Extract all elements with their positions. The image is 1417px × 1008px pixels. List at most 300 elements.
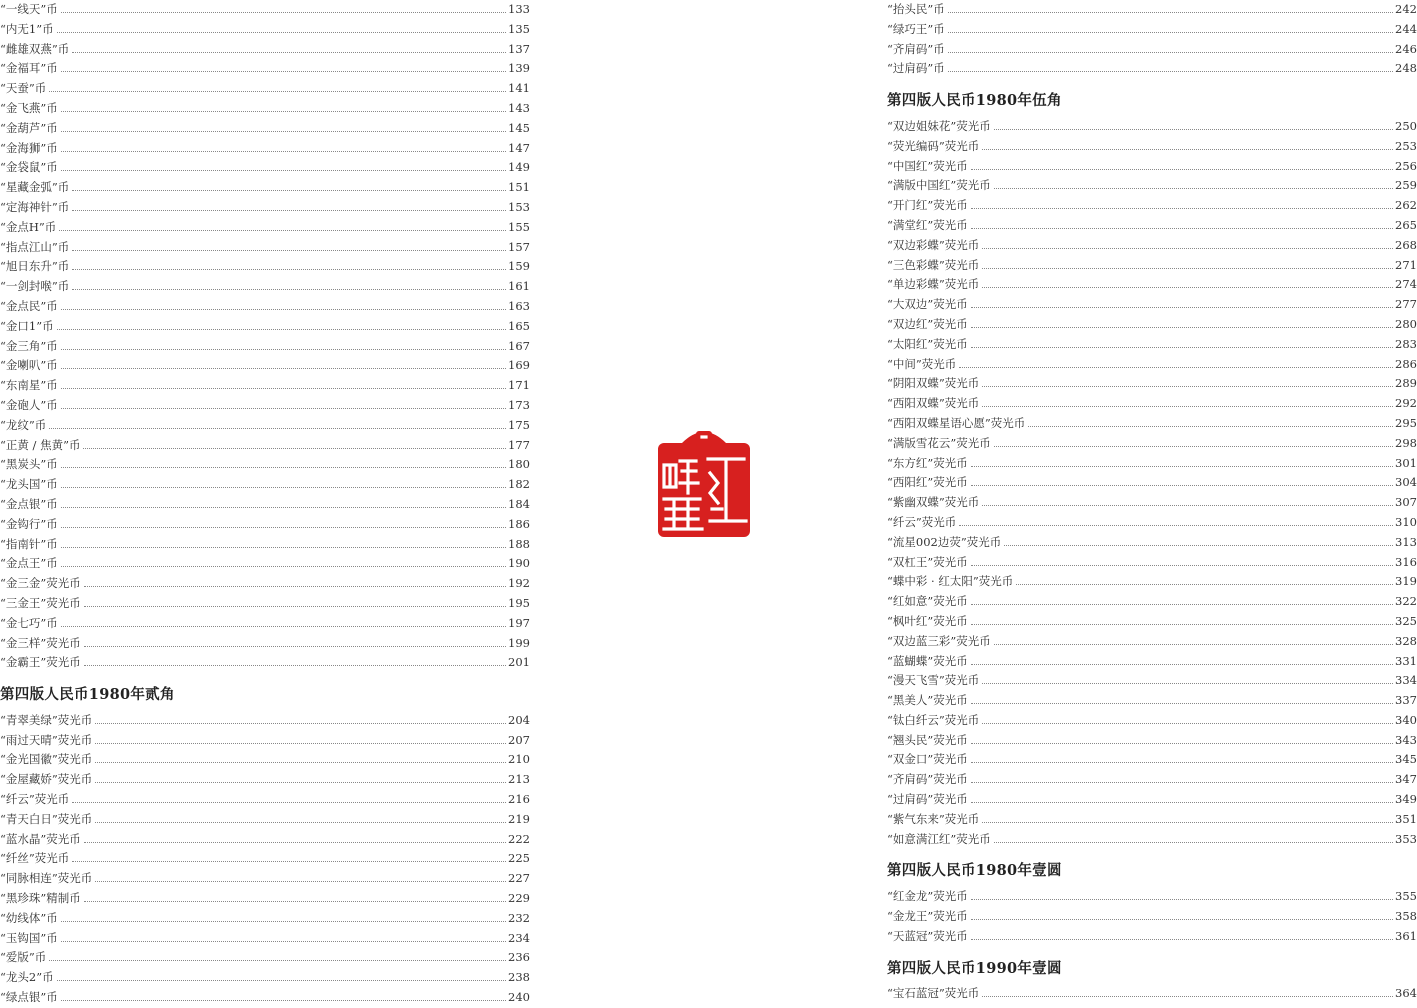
toc-entry[interactable] — [0, 436, 530, 456]
entry-page-number: 137 — [508, 41, 530, 56]
entry-page-number: 145 — [508, 120, 530, 135]
toc-entry[interactable] — [0, 810, 530, 830]
entry-title: “龙头国”币 — [0, 477, 58, 492]
entry-title: “金点民”币 — [0, 298, 58, 313]
toc-entry[interactable] — [0, 20, 530, 40]
entry-title: “三金王”荧光币 — [0, 595, 81, 610]
entry-page-number: 141 — [508, 81, 530, 96]
dot-leader — [971, 327, 1393, 328]
toc-entry[interactable] — [887, 830, 1417, 850]
dot-leader — [72, 802, 506, 803]
dot-leader — [971, 565, 1393, 566]
toc-entry[interactable] — [0, 750, 530, 770]
entry-title: “红如意”荧光币 — [887, 594, 968, 609]
toc-entry[interactable] — [887, 907, 1417, 927]
toc-entry[interactable] — [0, 475, 530, 495]
section-heading: 第四版人民币1980年壹圆 — [887, 862, 1062, 880]
dot-leader — [971, 624, 1393, 625]
toc-entry[interactable] — [887, 0, 1417, 20]
entry-page-number: 167 — [508, 338, 530, 353]
dot-leader — [61, 71, 506, 72]
entry-title: “金龙王”荧光币 — [887, 909, 968, 924]
entry-page-number: 199 — [508, 635, 530, 650]
entry-title: “蓝蝴蝶”荧光币 — [887, 653, 968, 668]
entry-title: “阴阳双蝶”荧光币 — [887, 376, 980, 391]
entry-title: “东方红”荧光币 — [887, 455, 968, 470]
entry-page-number: 139 — [508, 61, 530, 76]
toc-entry[interactable] — [0, 929, 530, 949]
entry-page-number: 216 — [508, 792, 530, 807]
toc-entry[interactable] — [0, 515, 530, 535]
dot-leader — [971, 802, 1393, 803]
entry-page-number: 310 — [1395, 514, 1417, 529]
toc-entry[interactable] — [887, 196, 1417, 216]
dot-leader — [95, 762, 506, 763]
entry-page-number: 195 — [508, 595, 530, 610]
entry-title: “齐肩码”荧光币 — [887, 772, 968, 787]
dot-leader — [61, 111, 506, 112]
entry-page-number: 361 — [1395, 928, 1417, 943]
dot-leader — [61, 921, 506, 922]
entry-page-number: 188 — [508, 536, 530, 551]
entry-title: “绿巧王”币 — [887, 21, 945, 36]
dot-leader — [61, 408, 506, 409]
dot-leader — [72, 269, 506, 270]
dot-leader — [971, 899, 1393, 900]
toc-entry[interactable] — [0, 59, 530, 79]
toc-entry[interactable] — [0, 119, 530, 139]
entry-title: “金福耳”币 — [0, 61, 58, 76]
dot-leader — [982, 386, 1393, 387]
toc-entry[interactable] — [887, 691, 1417, 711]
entry-page-number: 244 — [1395, 21, 1417, 36]
entry-title: “幼线体”币 — [0, 910, 58, 925]
dot-leader — [61, 131, 506, 132]
toc-entry[interactable] — [887, 59, 1417, 79]
toc-entry[interactable] — [887, 20, 1417, 40]
entry-page-number: 240 — [508, 990, 530, 1005]
dot-leader — [61, 487, 506, 488]
entry-title: “金光国徽”荧光币 — [0, 752, 93, 767]
toc-entry[interactable] — [887, 671, 1417, 691]
toc-entry[interactable] — [0, 257, 530, 277]
dot-leader — [95, 822, 506, 823]
dot-leader — [95, 881, 506, 882]
entry-page-number: 234 — [508, 930, 530, 945]
toc-entry[interactable] — [0, 198, 530, 218]
dot-leader — [72, 289, 506, 290]
toc-entry[interactable] — [887, 592, 1417, 612]
entry-title: “满版中国红”荧光币 — [887, 178, 991, 193]
entry-title: “西阳双蝶”荧光币 — [887, 396, 980, 411]
toc-entry[interactable] — [887, 236, 1417, 256]
toc-entry[interactable] — [887, 572, 1417, 592]
toc-entry[interactable] — [0, 337, 530, 357]
toc-entry[interactable] — [0, 770, 530, 790]
dot-leader — [959, 367, 1393, 368]
entry-page-number: 334 — [1395, 673, 1417, 688]
entry-title: “黑美人”荧光币 — [887, 693, 968, 708]
toc-entry[interactable] — [887, 632, 1417, 652]
entry-title: “中国红”荧光币 — [887, 158, 968, 173]
dot-leader — [84, 901, 506, 902]
toc-entry[interactable] — [0, 139, 530, 159]
toc-entry[interactable] — [887, 927, 1417, 947]
toc-entry[interactable] — [887, 157, 1417, 177]
entry-title: “一线天”币 — [0, 2, 58, 16]
entry-title: “太阳红”荧光币 — [887, 336, 968, 351]
toc-entry[interactable] — [887, 40, 1417, 60]
entry-title: “雨过天晴”荧光币 — [0, 732, 93, 747]
dot-leader — [971, 347, 1393, 348]
entry-title: “紫气东来”荧光币 — [887, 811, 980, 826]
toc-entry[interactable] — [0, 0, 530, 20]
entry-page-number: 307 — [1395, 495, 1417, 510]
toc-entry[interactable] — [887, 434, 1417, 454]
toc-entry[interactable] — [887, 652, 1417, 672]
toc-entry[interactable] — [0, 574, 530, 594]
toc-entry[interactable] — [0, 988, 530, 1008]
dot-leader — [994, 188, 1393, 189]
entry-page-number: 159 — [508, 259, 530, 274]
toc-entry[interactable] — [0, 849, 530, 869]
toc-entry[interactable] — [887, 176, 1417, 196]
dot-leader — [982, 723, 1393, 724]
dot-leader — [49, 91, 506, 92]
entry-page-number: 347 — [1395, 772, 1417, 787]
entry-page-number: 262 — [1395, 198, 1417, 213]
entry-title: “齐肩码”币 — [887, 41, 945, 56]
entry-title: “金屋藏娇”荧光币 — [0, 772, 93, 787]
dot-leader — [49, 960, 506, 961]
toc-entry[interactable] — [0, 79, 530, 99]
entry-title: “金七巧”币 — [0, 615, 58, 630]
toc-entry[interactable] — [0, 158, 530, 178]
section-heading: 第四版人民币1990年壹圆 — [887, 959, 1062, 977]
toc-entry[interactable] — [887, 137, 1417, 157]
entry-title: “龙头2”币 — [0, 970, 54, 985]
entry-page-number: 325 — [1395, 613, 1417, 628]
entry-page-number: 283 — [1395, 336, 1417, 351]
entry-page-number: 192 — [508, 576, 530, 591]
entry-title: “青天白日”荧光币 — [0, 811, 93, 826]
dot-leader — [61, 547, 506, 548]
toc-entry[interactable] — [887, 473, 1417, 493]
entry-title: “指点江山”币 — [0, 239, 70, 254]
entry-title: “金钩行”币 — [0, 516, 58, 531]
dot-leader — [971, 604, 1393, 605]
toc-entry[interactable] — [887, 553, 1417, 573]
red-seal-stamp — [652, 425, 756, 540]
dot-leader — [971, 782, 1393, 783]
entry-page-number: 253 — [1395, 138, 1417, 153]
entry-title: “红金龙”荧光币 — [887, 889, 968, 904]
dot-leader — [948, 12, 1393, 13]
toc-entry[interactable] — [887, 374, 1417, 394]
dot-leader — [61, 12, 506, 13]
entry-title: “绿点银”币 — [0, 990, 58, 1005]
dot-leader — [59, 230, 506, 231]
entry-page-number: 180 — [508, 457, 530, 472]
toc-entry[interactable] — [887, 887, 1417, 907]
entry-page-number: 210 — [508, 752, 530, 767]
entry-page-number: 265 — [1395, 217, 1417, 232]
dot-leader — [61, 309, 506, 310]
toc-entry[interactable] — [0, 317, 530, 337]
toc-entry[interactable] — [887, 533, 1417, 553]
entry-page-number: 213 — [508, 772, 530, 787]
toc-entry[interactable] — [887, 711, 1417, 731]
entry-title: “金喇叭”币 — [0, 358, 58, 373]
entry-page-number: 256 — [1395, 158, 1417, 173]
toc-entry[interactable] — [0, 535, 530, 555]
dot-leader — [84, 606, 506, 607]
entry-title: “星藏金弧”币 — [0, 180, 70, 195]
dot-leader — [61, 941, 506, 942]
toc-entry[interactable] — [887, 414, 1417, 434]
toc-entry[interactable] — [0, 178, 530, 198]
entry-page-number: 207 — [508, 732, 530, 747]
entry-page-number: 155 — [508, 219, 530, 234]
toc-entry[interactable] — [0, 495, 530, 515]
toc-right-column — [887, 0, 1417, 1004]
toc-entry[interactable] — [0, 416, 530, 436]
dot-leader — [982, 268, 1393, 269]
entry-page-number: 331 — [1395, 653, 1417, 668]
entry-title: “宝石蓝冠”荧光币 — [887, 986, 980, 1001]
entry-title: “内无1”币 — [0, 21, 54, 36]
dot-leader — [994, 842, 1393, 843]
entry-title: “西阳双蝶星语心愿”荧光币 — [887, 415, 1026, 430]
entry-title: “翘头民”荧光币 — [887, 732, 968, 747]
entry-title: “双边姐妹花”荧光币 — [887, 118, 991, 133]
entry-page-number: 222 — [508, 831, 530, 846]
entry-page-number: 204 — [508, 712, 530, 727]
dot-leader — [971, 169, 1393, 170]
entry-title: “紫幽双蝶”荧光币 — [887, 495, 980, 510]
dot-leader — [982, 683, 1393, 684]
dot-leader — [61, 467, 506, 468]
entry-page-number: 219 — [508, 811, 530, 826]
dot-leader — [57, 980, 506, 981]
entry-title: “过肩码”荧光币 — [887, 792, 968, 807]
toc-entry[interactable] — [0, 554, 530, 574]
section-heading: 第四版人民币1980年贰角 — [0, 686, 175, 704]
entry-page-number: 268 — [1395, 237, 1417, 252]
toc-entry[interactable] — [0, 594, 530, 614]
entry-title: “金葫芦”币 — [0, 120, 58, 135]
entry-page-number: 349 — [1395, 792, 1417, 807]
toc-entry[interactable] — [0, 968, 530, 988]
entry-page-number: 304 — [1395, 475, 1417, 490]
dot-leader — [948, 32, 1393, 33]
dot-leader — [982, 505, 1393, 506]
dot-leader — [95, 782, 506, 783]
dot-leader — [971, 485, 1393, 486]
toc-entry[interactable] — [887, 810, 1417, 830]
toc-entry[interactable] — [0, 238, 530, 258]
entry-title: “纤云”荧光币 — [887, 514, 957, 529]
entry-title: “双边红”荧光币 — [887, 316, 968, 331]
toc-entry[interactable] — [0, 909, 530, 929]
entry-page-number: 353 — [1395, 831, 1417, 846]
toc-entry[interactable] — [0, 711, 530, 731]
entry-page-number: 351 — [1395, 811, 1417, 826]
entry-page-number: 340 — [1395, 712, 1417, 727]
toc-entry[interactable] — [887, 355, 1417, 375]
dot-leader — [61, 349, 506, 350]
entry-page-number: 238 — [508, 970, 530, 985]
toc-entry[interactable] — [0, 790, 530, 810]
toc-entry[interactable] — [0, 948, 530, 968]
dot-leader — [84, 665, 506, 666]
dot-leader — [971, 664, 1393, 665]
toc-entry[interactable] — [887, 216, 1417, 236]
toc-entry[interactable] — [0, 614, 530, 634]
toc-entry[interactable] — [0, 277, 530, 297]
entry-page-number: 229 — [508, 891, 530, 906]
entry-page-number: 271 — [1395, 257, 1417, 272]
toc-entry[interactable] — [887, 750, 1417, 770]
entry-page-number: 232 — [508, 910, 530, 925]
dot-leader — [61, 151, 506, 152]
entry-title: “一剑封喉”币 — [0, 279, 70, 294]
dot-leader — [948, 71, 1393, 72]
entry-page-number: 295 — [1395, 415, 1417, 430]
toc-entry[interactable] — [0, 376, 530, 396]
toc-entry[interactable] — [0, 396, 530, 416]
entry-page-number: 289 — [1395, 376, 1417, 391]
dot-leader — [982, 996, 1393, 997]
toc-entry[interactable] — [887, 117, 1417, 137]
entry-page-number: 149 — [508, 160, 530, 175]
entry-title: “金砲人”币 — [0, 397, 58, 412]
toc-entry[interactable] — [0, 830, 530, 850]
entry-title: “蝶中彩 · 红太阳”荧光币 — [887, 574, 1014, 589]
dot-leader — [971, 307, 1393, 308]
dot-leader — [994, 129, 1393, 130]
toc-entry[interactable] — [887, 493, 1417, 513]
entry-title: “玉钩国”币 — [0, 930, 58, 945]
entry-title: “天蓝冠”荧光币 — [887, 928, 968, 943]
entry-title: “单边彩蝶”荧光币 — [887, 277, 980, 292]
entry-page-number: 322 — [1395, 594, 1417, 609]
dot-leader — [959, 525, 1393, 526]
dot-leader — [982, 248, 1393, 249]
dot-leader — [49, 428, 506, 429]
entry-title: “黑珍珠”精制币 — [0, 891, 81, 906]
entry-title: “过肩码”币 — [887, 61, 945, 76]
entry-title: “金点H”币 — [0, 219, 57, 234]
entry-title: “双杠王”荧光币 — [887, 554, 968, 569]
toc-entry[interactable] — [887, 731, 1417, 751]
toc-entry[interactable] — [887, 984, 1417, 1004]
entry-page-number: 227 — [508, 871, 530, 886]
toc-entry[interactable] — [0, 297, 530, 317]
entry-title: “满版雪花云”荧光币 — [887, 435, 991, 450]
toc-entry[interactable] — [887, 335, 1417, 355]
entry-page-number: 364 — [1395, 986, 1417, 1001]
entry-title: “钛白纤云”荧光币 — [887, 712, 980, 727]
toc-entry[interactable] — [887, 790, 1417, 810]
toc-entry[interactable] — [0, 40, 530, 60]
toc-entry[interactable] — [0, 634, 530, 654]
toc-entry[interactable] — [887, 295, 1417, 315]
dot-leader — [72, 210, 506, 211]
dot-leader — [72, 52, 506, 53]
dot-leader — [83, 448, 506, 449]
entry-page-number: 225 — [508, 851, 530, 866]
toc-left-column — [0, 0, 530, 1008]
toc-entry[interactable] — [0, 869, 530, 889]
entry-title: “金口1”币 — [0, 318, 54, 333]
toc-entry[interactable] — [887, 315, 1417, 335]
entry-title: “指南针”币 — [0, 536, 58, 551]
dot-leader — [95, 743, 506, 744]
entry-page-number: 177 — [508, 437, 530, 452]
dot-leader — [982, 406, 1393, 407]
entry-title: “黑炭头”币 — [0, 457, 58, 472]
dot-leader — [61, 527, 506, 528]
toc-entry[interactable] — [0, 653, 530, 673]
toc-entry[interactable] — [887, 275, 1417, 295]
toc-entry[interactable] — [0, 455, 530, 475]
dot-leader — [72, 861, 506, 862]
entry-title: “金飞燕”币 — [0, 100, 58, 115]
entry-title: “满堂红”荧光币 — [887, 217, 968, 232]
toc-entry[interactable] — [0, 99, 530, 119]
entry-title: “开门红”荧光币 — [887, 198, 968, 213]
entry-title: “流星002边荧”荧光币 — [887, 534, 1002, 549]
toc-entry[interactable] — [887, 454, 1417, 474]
toc-entry[interactable] — [0, 356, 530, 376]
entry-title: “金袋鼠”币 — [0, 160, 58, 175]
entry-title: “蓝水晶”荧光币 — [0, 831, 81, 846]
toc-entry[interactable] — [887, 394, 1417, 414]
entry-page-number: 242 — [1395, 2, 1417, 16]
toc-entry[interactable] — [0, 218, 530, 238]
entry-page-number: 147 — [508, 140, 530, 155]
dot-leader — [95, 723, 506, 724]
toc-entry[interactable] — [887, 612, 1417, 632]
entry-page-number: 236 — [508, 950, 530, 965]
entry-page-number: 246 — [1395, 41, 1417, 56]
entry-page-number: 135 — [508, 21, 530, 36]
toc-entry[interactable] — [887, 770, 1417, 790]
entry-title: “金海狮”币 — [0, 140, 58, 155]
entry-page-number: 259 — [1395, 178, 1417, 193]
entry-page-number: 143 — [508, 100, 530, 115]
entry-page-number: 151 — [508, 180, 530, 195]
toc-entry[interactable] — [887, 513, 1417, 533]
dot-leader — [61, 626, 506, 627]
toc-entry[interactable] — [887, 256, 1417, 276]
entry-title: “双金口”荧光币 — [887, 752, 968, 767]
entry-title: “金三金”荧光币 — [0, 576, 81, 591]
toc-entry[interactable] — [0, 889, 530, 909]
entry-page-number: 337 — [1395, 693, 1417, 708]
dot-leader — [994, 644, 1393, 645]
toc-entry[interactable] — [0, 731, 530, 751]
dot-leader — [948, 52, 1393, 53]
entry-title: “纤丝”荧光币 — [0, 851, 70, 866]
entry-page-number: 184 — [508, 496, 530, 511]
entry-page-number: 248 — [1395, 61, 1417, 76]
dot-leader — [61, 368, 506, 369]
entry-title: “三色彩蝶”荧光币 — [887, 257, 980, 272]
entry-page-number: 313 — [1395, 534, 1417, 549]
entry-page-number: 133 — [508, 2, 530, 16]
